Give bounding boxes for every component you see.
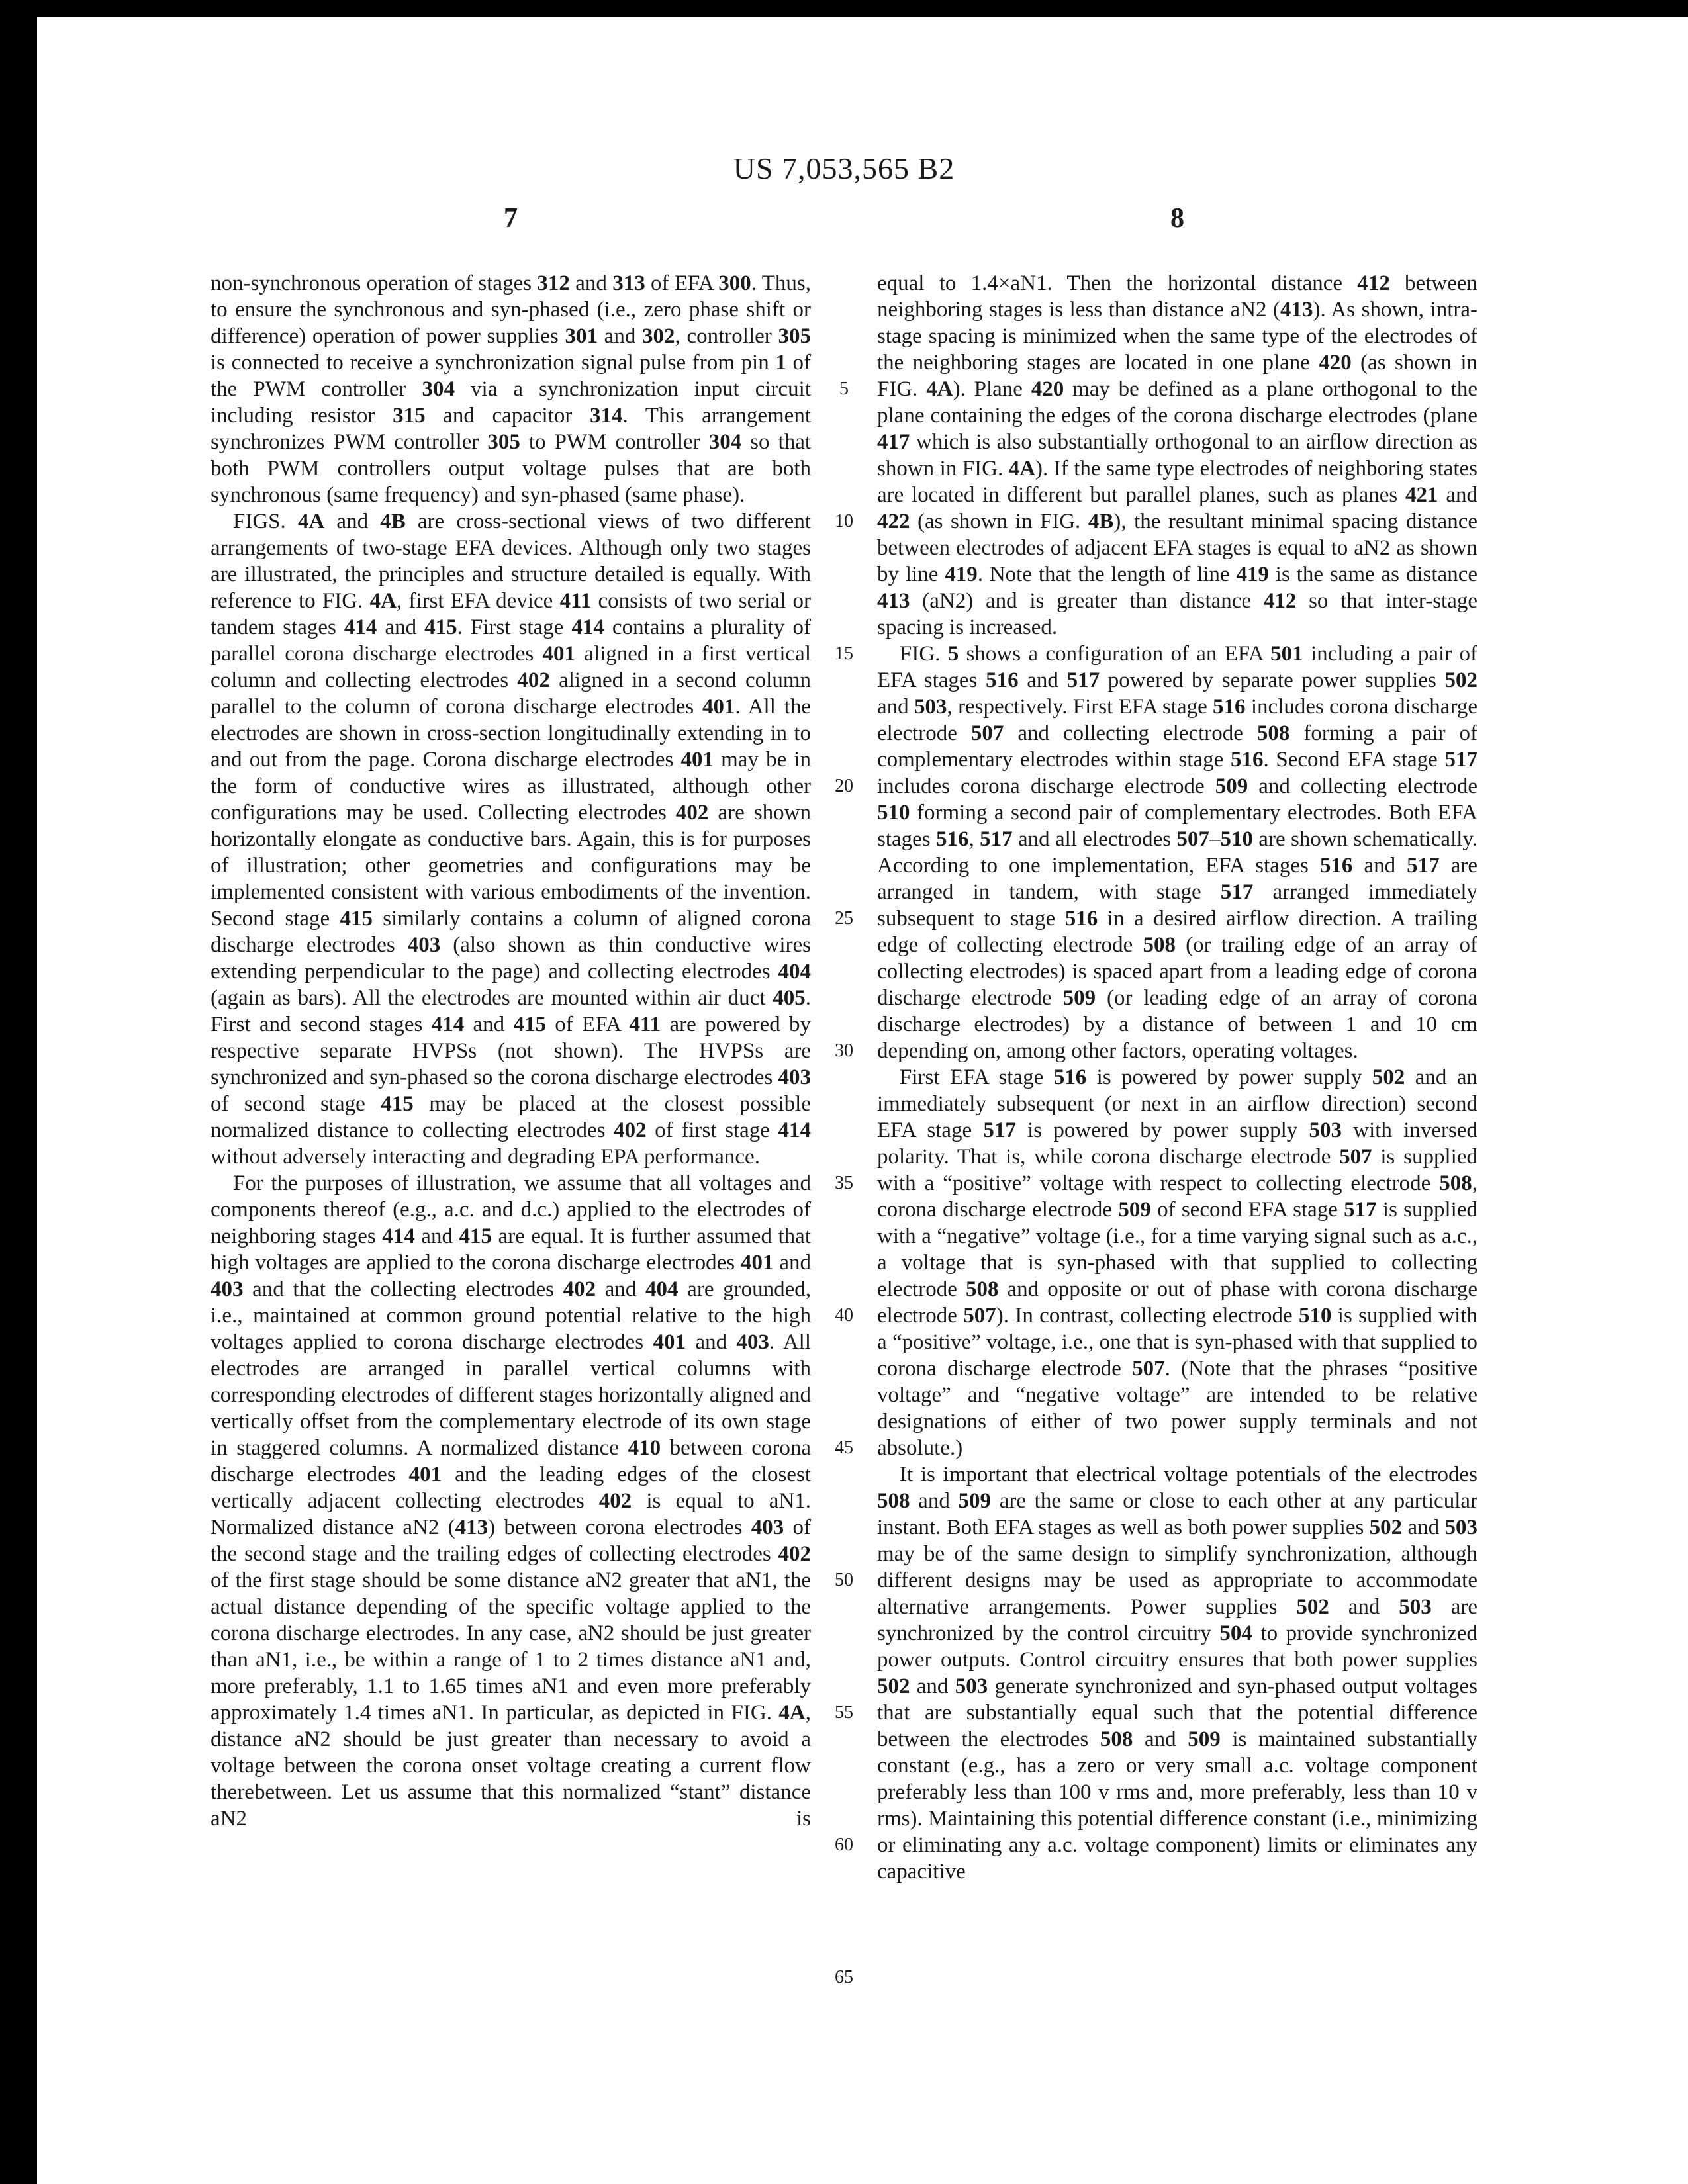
paragraph: First EFA stage 516 is powered by power supply 502 and an immediately subsequent (or next in an airflow direction) second EFA stage 517 is powered by power supply 503 with inversed polarity. That is, while corona discharge electrode 507 is supplied with a “positive” voltage with respect to collecting electrode 508, corona discharge electrode 509 of second EFA stage 517 is supplied with a “negative” voltage (i.e., for a time varying signal such as a.c., a voltage that is syn-phased with that supplied to collecting electrode 508 and opposite or out of phase with corona discharge electrode 507). In contrast, collecting electrode 510 is supplied with a “positive” voltage, i.e., one that is syn-phased with that supplied to corona discharge electrode 507. (Note that the phrases “positive voltage” and “negative voltage” are intended to be relative designations of either of two power supply terminals and not absolute.) — [877, 1066, 1478, 1460]
scan-artifact-left — [0, 0, 37, 2184]
page-body — [211, 270, 1478, 1987]
line-number: 65 — [835, 1967, 853, 1987]
patent-number-header: US 7,053,565 B2 — [733, 152, 955, 185]
line-number: 35 — [835, 1173, 853, 1193]
line-number: 50 — [835, 1570, 853, 1590]
paragraph: For the purposes of illustration, we assume that all voltages and components thereof (e.g., a.c. and d.c.) applied to the electrodes of neighboring stages 414 and 415 are equal. It is further assumed that high voltages are applied to the corona discharge electrodes 401 and 403 and that the collecting electrodes 402 and 404 are grounded, i.e., maintained at common ground potential relative to the high voltages applied to corona discharge electrodes 401 and 403. All electrodes are arranged in parallel vertical columns with corresponding electrodes of different stages horizontally aligned and vertically offset from the complementary electrode of its own stage in staggered columns. A normalized distance 410 between corona discharge electrodes 401 and the leading edges of the closest vertically adjacent collecting electrodes 402 is equal to aN1. Normalized distance aN2 (413) between corona electrodes 403 of the second stage and the trailing edges of collecting electrodes 402 of the first stage should be some distance aN2 greater that aN1, the actual distance depending of the specific voltage applied to the corona discharge electrodes. In any case, aN2 should be just greater than aN1, i.e., be within a range of 1 to 2 times distance aN1 and, more preferably, 1.1 to 1.65 times aN1 and even more preferably approximately 1.4 times aN1. In particular, as depicted in FIG. 4A, distance aN2 should be just greater than necessary to avoid a voltage between the corona onset voltage creating a current flow therebetween. Let us assume that this normalized “stant” distance aN2 is — [211, 1171, 812, 1831]
line-number: 15 — [835, 643, 853, 664]
column-number-left: 7 — [504, 203, 518, 234]
line-number: 60 — [835, 1835, 853, 1855]
paragraph: FIGS. 4A and 4B are cross-sectional views of two different arrangements of two-stage EFA devices. Although only two stages are illustrated, the principles and structure detailed is equally. With reference to FIG. 4A, first EFA device 411 consists of two serial or tandem stages 414 and 415. First stage 414 contains a plurality of parallel corona discharge electrodes 401 aligned in a first vertical column and collecting electrodes 402 aligned in a second column parallel to the column of corona discharge electrodes 401. All the electrodes are shown in cross-section longitudinally extending in to and out from the page. Corona discharge electrodes 401 may be in the form of conductive wires as illustrated, although other configurations may be used. Collecting electrodes 402 are shown horizontally elongate as conductive bars. Again, this is for purposes of illustration; other geometries and configurations may be implemented consistent with various embodiments of the invention. Second stage 415 similarly contains a column of aligned corona discharge electrodes 403 (also shown as thin conductive wires extending perpendicular to the page) and collecting electrodes 404 (again as bars). All the electrodes are mounted within air duct 405. First and second stages 414 and 415 of EFA 411 are powered by respective separate HVPSs (not shown). The HVPSs are synchronized and syn-phased so the corona discharge electrodes 403 of second stage 415 may be placed at the closest possible normalized distance to collecting electrodes 402 of first stage 414 without adversely interacting and degrading EPA performance. — [211, 510, 812, 1169]
column-number-right: 8 — [1170, 203, 1184, 234]
paragraph: equal to 1.4×aN1. Then the horizontal distance 412 between neighboring stages is less than distance aN2 (413). As shown, intra-stage spacing is minimized when the same type of the electrodes of the neighboring stages are located in one plane 420 (as shown in FIG. 4A). Plane 420 may be defined as a plane orthogonal to the plane containing the edges of the corona discharge electrodes (plane 417 which is also substantially orthogonal to an airflow direction as shown in FIG. 4A). If the same type electrodes of neighboring states are located in different but parallel planes, such as planes 421 and 422 (as shown in FIG. 4B), the resultant minimal spacing distance between electrodes of adjacent EFA stages is equal to aN2 as shown by line 419. Note that the length of line 419 is the same as distance 413 (aN2) and is greater than distance 412 so that inter-stage spacing is increased. — [877, 271, 1478, 639]
line-number: 5 — [839, 379, 849, 399]
line-number: 30 — [835, 1040, 853, 1061]
right-column-text — [877, 270, 1477, 1885]
line-number: 40 — [835, 1305, 853, 1326]
paragraph: FIG. 5 shows a configuration of an EFA 501 including a pair of EFA stages 516 and 517 powered by separate power supplies 502 and 503, respectively. First EFA stage 516 includes corona discharge electrode 507 and collecting electrode 508 forming a pair of complementary electrodes within stage 516. Second EFA stage 517 includes corona discharge electrode 509 and collecting electrode 510 forming a second pair of complementary electrodes. Both EFA stages 516, 517 and all electrodes 507–510 are shown schematically. According to one implementation, EFA stages 516 and 517 are arranged in tandem, with stage 517 arranged immediately subsequent to stage 516 in a desired airflow direction. A trailing edge of collecting electrode 508 (or trailing edge of an array of collecting electrodes) is spaced apart from a leading edge of corona discharge electrode 509 (or leading edge of an array of corona discharge electrodes) by a distance of between 1 and 10 cm depending on, among other factors, operating voltages. — [877, 642, 1478, 1063]
paragraph: non-synchronous operation of stages 312 and 313 of EFA 300. Thus, to ensure the synchronous and syn-phased (i.e., zero phase shift or difference) operation of power supplies 301 and 302, controller 305 is connected to receive a synchronization signal pulse from pin 1 of the PWM controller 304 via a synchronization input circuit including resistor 315 and capacitor 314. This arrangement synchronizes PWM controller 305 to PWM controller 304 so that both PWM controllers output voltage pulses that are both synchronous (same frequency) and syn-phased (same phase). — [211, 271, 812, 507]
line-number: 20 — [835, 776, 853, 796]
paragraph: It is important that electrical voltage potentials of the electrodes 508 and 509 are the same or close to each other at any particular instant. Both EFA stages as well as both power supplies 502 and 503 may be of the same design to simplify synchronization, although different designs may be used as appropriate to accommodate alternative arrangements. Power supplies 502 and 503 are synchronized by the control circuitry 504 to provide synchronized power outputs. Control circuitry ensures that both power supplies 502 and 503 generate synchronized and syn-phased output voltages that are substantially equal such that the potential difference between the electrodes 508 and 509 is maintained substantially constant (e.g., has a zero or very small a.c. voltage component preferably less than 100 v rms and, more preferably, less than 10 v rms). Maintaining this potential difference constant (i.e., minimizing or eliminating any a.c. voltage component) limits or eliminates any capacitive — [877, 1463, 1477, 1884]
line-number: 55 — [835, 1702, 853, 1723]
line-number: 25 — [835, 908, 853, 929]
line-number: 45 — [835, 1437, 853, 1458]
scan-artifact-top — [0, 0, 1688, 17]
line-number-gutter — [811, 270, 877, 1987]
left-column-text — [211, 270, 811, 1885]
line-number: 10 — [835, 511, 853, 531]
